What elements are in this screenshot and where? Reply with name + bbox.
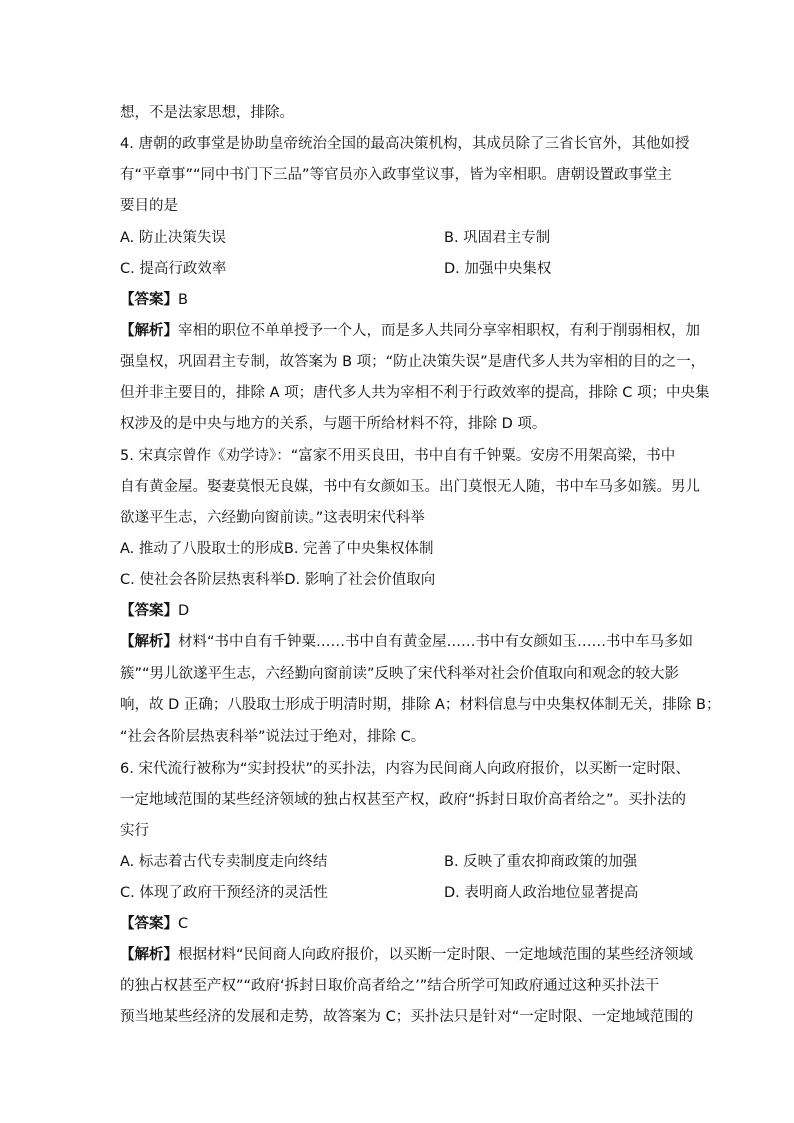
q4-answer-tag: 【答案】	[120, 292, 178, 308]
q6-stem-line-2: 一定地域范围的某些经济领域的独占权甚至产权，政府“拆封日取价高者给之”。买扑法的	[120, 792, 687, 808]
q4-analysis-line-4: 权涉及的是中央与地方的关系，与题干所给材料不符，排除 D 项。	[120, 416, 547, 432]
q4-stem-line-2: 有“平章事”“同中书门下三品”等官员亦入政事堂议事，皆为宰相职。唐朝设置政事堂主	[120, 167, 673, 183]
q4-stem-line-1: 4. 唐朝的政事堂是协助皇帝统治全国的最高决策机构，其成员除了三省长官外，其他如授	[120, 136, 690, 152]
q4-analysis-line-1	[120, 321, 700, 341]
q4-analysis-tag: 【解析】	[120, 323, 178, 339]
q6-analysis-text-1: 根据材料“民间商人向政府报价，以买断一定时限、一定地域范围的某些经济领域	[178, 947, 694, 963]
q5-analysis-line-4: “社会各阶层热衷科举”说法过于绝对，排除 C。	[120, 729, 426, 745]
q6-option-d: D. 表明商人政治地位显著提高	[444, 885, 639, 901]
q6-answer-value: C	[178, 916, 189, 932]
q5-answer-value: D	[178, 603, 190, 619]
q3-analysis-tail: 想，不是法家思想，排除。	[120, 105, 294, 121]
q6-option-a: A. 标志着古代专卖制度走向终结	[120, 854, 328, 870]
q6-analysis-tag: 【解析】	[120, 947, 178, 963]
q5-analysis-tag: 【解析】	[120, 634, 178, 650]
q5-analysis-line-1	[120, 632, 694, 652]
q4-option-c: C. 提高行政效率	[120, 261, 227, 277]
q5-answer-tag: 【答案】	[120, 603, 178, 619]
q4-option-a: A. 防止决策失误	[120, 230, 226, 246]
q5-stem-line-2: 自有黄金屋。娶妻莫恨无良媒，书中有女颜如玉。出门莫恨无人随，书中车马多如簇。男儿	[120, 479, 700, 495]
q5-stem-line-3: 欲遂平生志，六经勤向窗前读。”这表明宋代科举	[120, 510, 425, 526]
q6-analysis-line-2: 的独占权甚至产权”“政府‘拆封日取价高者给之’”结合所学可知政府通过这种买扑法干	[120, 978, 660, 994]
q4-answer	[120, 290, 680, 310]
q5-analysis-text-1: 材料“书中自有千钟粟……书中自有黄金屋……书中有女颜如玉……书中车马多如	[178, 634, 694, 650]
q6-option-c: C. 体现了政府干预经济的灵活性	[120, 885, 328, 901]
q4-analysis-text-1: 宰相的职位不单单授予一个人，而是多人共同分享宰相职权，有利于削弱相权，加	[178, 323, 700, 339]
q6-stem-line-3: 实行	[120, 823, 149, 839]
q4-answer-value: B	[178, 292, 188, 308]
q5-options-line-2: C. 使社会各阶层热衷科举D. 影响了社会价值取向	[120, 572, 436, 588]
q6-answer-tag: 【答案】	[120, 916, 178, 932]
q5-analysis-line-2: 簇”“男儿欲遂平生志，六经勤向窗前读”反映了宋代科举对社会价值取向和观念的较大影	[120, 666, 680, 682]
q6-option-b: B. 反映了重农抑商政策的加强	[444, 854, 638, 870]
q6-analysis-line-1	[120, 945, 694, 965]
q5-analysis-line-3: 响，故 D 正确；八股取士形成于明清时期，排除 A；材料信息与中央集权体制无关，排除 B；	[120, 697, 721, 713]
q4-analysis-line-2: 强皇权，巩固君主专制，故答案为 B 项；“防止决策失误”是唐代多人共为宰相的目的之一，	[120, 354, 706, 370]
q4-option-b: B. 巩固君主专制	[444, 230, 551, 246]
q5-options-line-1: A. 推动了八股取士的形成B. 完善了中央集权体制	[120, 541, 434, 557]
q4-stem-line-3: 要目的是	[120, 198, 178, 214]
q4-analysis-line-3: 但并非主要目的，排除 A 项；唐代多人共为宰相不利于行政效率的提高，排除 C 项；中央集	[120, 385, 710, 401]
q5-answer	[120, 601, 680, 621]
q6-answer	[120, 914, 680, 934]
q5-stem-line-1: 5. 宋真宗曾作《劝学诗》：“富家不用买良田，书中自有千钟粟。安房不用架高梁，书中	[120, 448, 676, 464]
q6-analysis-line-3: 预当地某些经济的发展和走势，故答案为 C；买扑法只是针对“一定时限、一定地域范围的	[120, 1009, 694, 1025]
q6-stem-line-1: 6. 宋代流行被称为“实封投状”的买扑法，内容为民间商人向政府报价，以买断一定时限、	[120, 761, 690, 777]
q4-option-d: D. 加强中央集权	[444, 261, 552, 277]
